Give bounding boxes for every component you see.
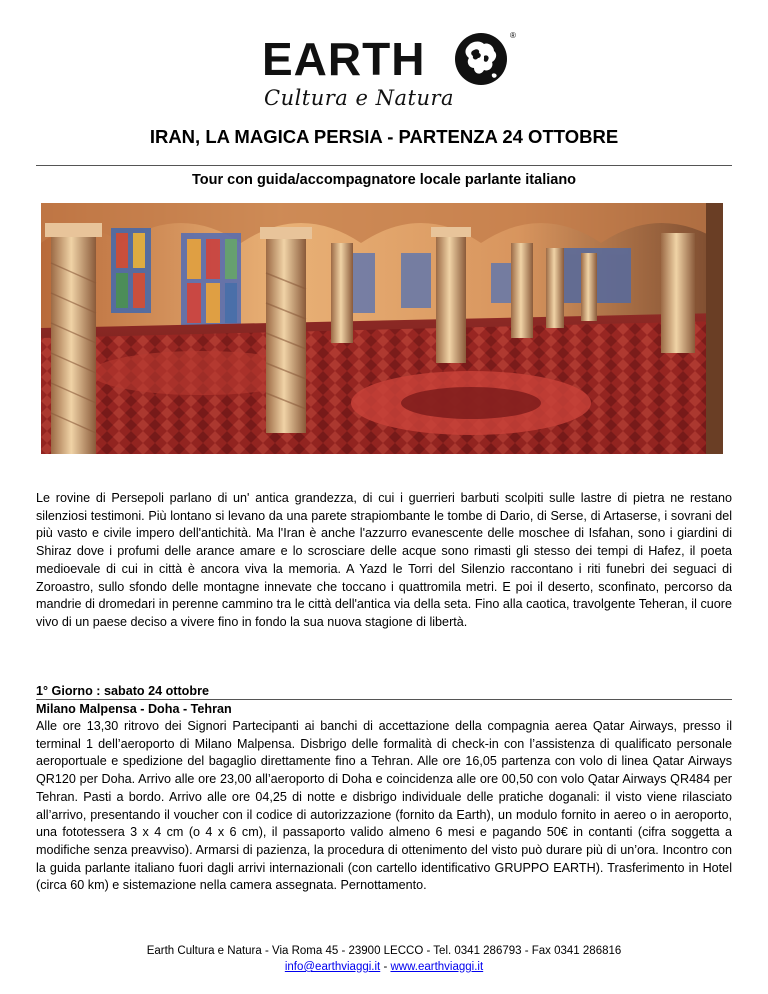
day1-route: Milano Malpensa - Doha - Tehran — [36, 702, 232, 716]
logo-tagline: Cultura e Natura — [264, 86, 455, 110]
website-link[interactable]: www.earthviaggi.it — [390, 961, 484, 973]
footer-contact: Earth Cultura e Natura - Via Roma 45 - 23900 LECCO - Tel. 0341 286793 - Fax 0341 286816 — [146, 945, 622, 957]
registered-mark: ® — [510, 31, 516, 40]
footer-links — [36, 959, 732, 975]
email-link[interactable]: info@earthviaggi.it — [284, 961, 381, 973]
logo-wordmark: EARTH — [262, 33, 426, 85]
page-subtitle: Tour con guida/accompagnatore locale parlante italiano — [191, 172, 577, 188]
intro-paragraph: Le rovine di Persepoli parlano di un' antica grandezza, di cui i guerrieri barbuti scolpiti sulle lastre di pietra ne restano silenziosi testimoni. Più lontano si levano da una parete strapiombante le tombe di Dario, di Serse, di Artaserse, i sovrani del più vasto e civile impero dell'antichità. Ma l'Iran è anche l'azzurro evanescente delle moschee di Isfahan, sono i giardini di Shiraz dove i profumi delle arance amare e lo scrosciare delle acque sono rimasti gli stesso dei tempi di Hafez, il poeta medioevale di cui in città è ancora viva la memoria. A Yazd le Torri del Silenzio raccontano i riti funebri dei seguaci di Zoroastro, sullo sfondo delle montagne innevate che toccano i quattromila metri. E poi il deserto, sconfinato, percorso da mandrie di dromedari in perenne cammino tra le città dell'antica via della seta. Fino alla caotica, travolgente Teheran, il cuore vivo di un paese deciso a vivere fino in fondo la sua nuova stagione di libertà. — [36, 491, 732, 629]
day1-heading: 1° Giorno : sabato 24 ottobre — [36, 684, 209, 698]
footer — [36, 943, 732, 975]
earth-logo — [262, 30, 522, 110]
day1-description: Alle ore 13,30 ritrovo dei Signori Partecipanti ai banchi di accettazione della compagnia aerea Qatar Airways, presso il terminal 1 dell’aeroporto di Milano Malpensa. Disbrigo delle formalità di check-in con l’assistenza di qualificato personale aeroportuale e spedizione del bagaglio direttamente fino a Tehran. Alle ore 16,05 partenza con volo di linea Qatar Airways QR120 per Doha. Arrivo alle ore 23,00 all’aeroporto di Doha e coincidenza alle ore 00,50 con volo Qatar Airways QR484 per Tehran. Pasti a bordo. Arrivo alle ore 04,25 di notte e disbrigo individuale delle pratiche doganali: il visto viene rilasciato all’arrivo, presentando il voucher con il codice di autorizzazione (fornito da Earth), un modulo fornito in aereo o in aeroporto, una fototessera 3 x 4 cm (o 4 x 6 cm), il passaporto valido almeno 6 mesi e pagando 50€ in contanti (cifra soggetta a modifiche senza preavviso). Armarsi di pazienza, la procedura di ottenimento del visto può durare più di un’ora. Incontro con la guida parlante italiano fuori dagli arrivi internazionali (con cartello identificativo GRUPPO EARTH). Trasferimento in Hotel (circa 60 km) e sistemazione nella camera assegnata. Pernottamento. — [36, 719, 732, 893]
mosque-interior-photo — [41, 203, 723, 454]
footer-separator: - — [380, 961, 391, 973]
page-title: IRAN, LA MAGICA PERSIA - PARTENZA 24 OTTOBRE — [149, 126, 619, 147]
title-divider — [36, 165, 732, 166]
globe-icon — [454, 32, 508, 86]
day1-divider — [36, 699, 732, 700]
